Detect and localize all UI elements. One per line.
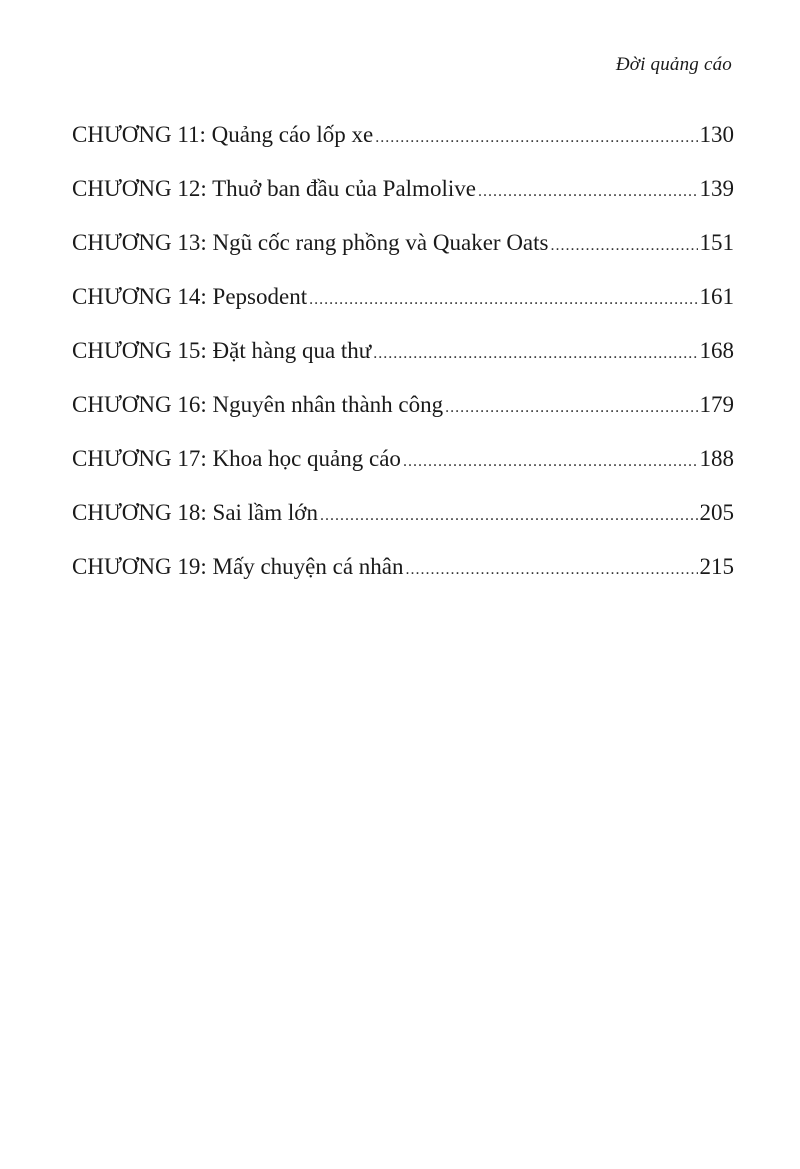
dot-leader — [478, 177, 698, 207]
toc-chapter: CHƯƠNG 19 — [72, 554, 201, 579]
toc-entry[interactable] — [72, 390, 734, 444]
toc-entry[interactable] — [72, 498, 734, 552]
toc-entry[interactable] — [72, 228, 734, 282]
toc-title: Pepsodent — [212, 284, 308, 309]
toc-entry[interactable] — [72, 282, 734, 336]
dot-leader — [373, 339, 697, 369]
toc-page-number: 130 — [699, 122, 734, 147]
dot-leader — [405, 555, 697, 585]
toc-entry-label: CHƯƠNG 12: Thuở ban đầu của Palmolive — [72, 176, 476, 201]
toc-entry-label: CHƯƠNG 13: Ngũ cốc rang phồng và Quaker Oats — [72, 230, 549, 255]
toc-page-number: 215 — [699, 554, 734, 579]
toc-page-number: 205 — [699, 500, 734, 525]
toc-page-number: 151 — [699, 230, 734, 255]
table-of-contents — [72, 120, 734, 606]
toc-title: Đặt hàng qua thư — [212, 338, 372, 363]
toc-chapter: CHƯƠNG 18 — [72, 500, 201, 525]
running-header-title: Đời quảng cáo — [615, 54, 732, 75]
toc-page-number: 168 — [699, 338, 734, 363]
toc-entry[interactable] — [72, 552, 734, 606]
toc-page-number: 188 — [699, 446, 734, 471]
toc-chapter: CHƯƠNG 15 — [72, 338, 201, 363]
toc-chapter: CHƯƠNG 16 — [72, 392, 201, 417]
toc-entry[interactable] — [72, 174, 734, 228]
toc-title: Sai lầm lớn — [212, 500, 318, 525]
toc-page-number: 139 — [699, 176, 734, 201]
toc-page-number: 179 — [699, 392, 734, 417]
toc-chapter: CHƯƠNG 12 — [72, 176, 201, 201]
toc-entry-label: CHƯƠNG 18: Sai lầm lớn — [72, 500, 318, 525]
toc-title: Quảng cáo lốp xe — [211, 122, 374, 147]
toc-title: Ngũ cốc rang phồng và Quaker Oats — [212, 230, 549, 255]
dot-leader — [320, 501, 698, 531]
toc-chapter: CHƯƠNG 11 — [72, 122, 200, 147]
dot-leader — [403, 447, 698, 477]
toc-chapter: CHƯƠNG 14 — [72, 284, 201, 309]
toc-title: Thuở ban đầu của Palmolive — [212, 176, 476, 201]
toc-page-number: 161 — [699, 284, 734, 309]
toc-entry[interactable] — [72, 444, 734, 498]
toc-title: Mấy chuyện cá nhân — [212, 554, 404, 579]
toc-entry[interactable] — [72, 120, 734, 174]
toc-chapter: CHƯƠNG 13 — [72, 230, 201, 255]
toc-chapter: CHƯƠNG 17 — [72, 446, 201, 471]
toc-entry-label: CHƯƠNG 17: Khoa học quảng cáo — [72, 446, 401, 471]
toc-entry[interactable] — [72, 336, 734, 390]
toc-title: Khoa học quảng cáo — [212, 446, 401, 471]
toc-entry-label: CHƯƠNG 16: Nguyên nhân thành công — [72, 392, 444, 417]
dot-leader — [309, 285, 697, 315]
toc-title: Nguyên nhân thành công — [212, 392, 444, 417]
toc-entry-label: CHƯƠNG 19: Mấy chuyện cá nhân — [72, 554, 404, 579]
toc-entry-label: CHƯƠNG 15: Đặt hàng qua thư — [72, 338, 372, 363]
dot-leader — [445, 393, 697, 423]
toc-entry-label: CHƯƠNG 14: Pepsodent — [72, 284, 308, 309]
toc-entry-label: CHƯƠNG 11: Quảng cáo lốp xe — [72, 122, 374, 147]
dot-leader — [375, 123, 697, 153]
dot-leader — [550, 231, 697, 261]
